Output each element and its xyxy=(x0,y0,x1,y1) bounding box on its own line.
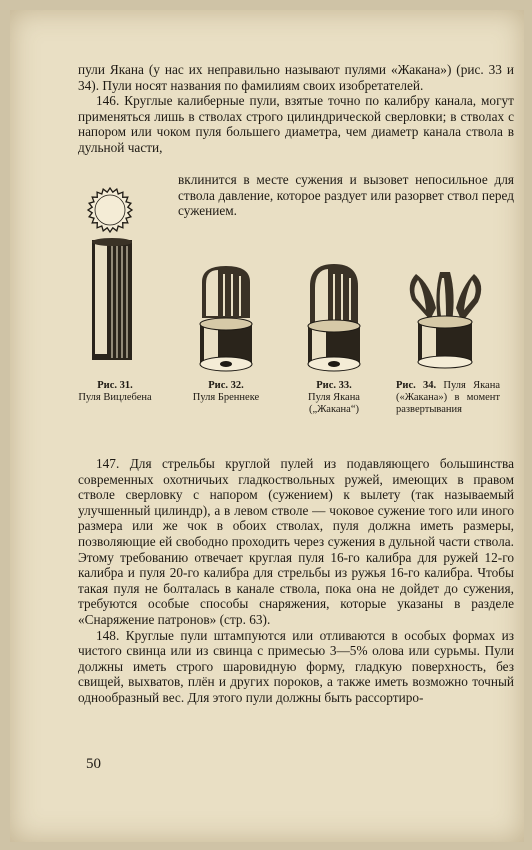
figure-34-number: Рис. 34. xyxy=(396,380,437,391)
figure-34-text: Пуля Якана («Жакана») в момент развертывания xyxy=(396,380,500,415)
figure-32-illustration xyxy=(194,260,258,378)
top-text-block xyxy=(78,62,514,156)
figure-32-number: Рис. 32. xyxy=(208,380,244,391)
figure-32-caption xyxy=(186,380,266,404)
book-page xyxy=(10,10,524,842)
figure-34-illustration xyxy=(402,264,488,376)
figure-33-caption xyxy=(290,380,378,416)
figure-31-caption xyxy=(72,380,158,404)
continuation-paragraph: пули Якана (у нас их неправильно называют пулями «Жакана») (рис. 33 и 34). Пули носят названия по фамилиям своих изобретателей. xyxy=(78,62,514,93)
figure-34-caption xyxy=(396,380,500,416)
figure-33-illustration xyxy=(302,260,366,378)
figure-31-illustration xyxy=(82,186,142,376)
bottom-text-block xyxy=(78,456,514,706)
paragraph-146-start: 146. Круглые калиберные пули, взятые точно по калибру канала, могут применяться лишь в стволах строго цилиндрической сверловки; в стволах с напором или чоком пуля большего диаметра, чем диаметр канала ствола в дульной части, xyxy=(78,93,514,155)
figure-32-text: Пуля Бреннеке xyxy=(192,392,260,403)
page-number: 50 xyxy=(86,756,101,772)
figure-31-number: Рис. 31. xyxy=(97,380,133,391)
paragraph-147: 147. Для стрельбы круглой пулей из подавляющего большинства современных охотничьих гладкоствольных ружей, имеющих в правом стволе сверловку с напором (сужением) к вылету (так называемый улучшенный цилиндр), а в левом стволе — чоковое сужение того или иного размера или же чок в обоих стволах, пуля должна иметь размеры, позволяющие ей свободно проходить через сужения в дульной части ствола. Этому требованию отвечает круглая пуля 16-го калибра для ружей 12-го калибра и пуля 20-го калибра для стрельбы из ружья 16-го калибра. Чтобы такая пуля не болталась в канале ствола, пока она не дойдет до сужения, требуются особые способы снаряжения, которые указаны в разделе «Снаряжение патронов» (стр. 63). xyxy=(78,456,514,627)
figure-31-text: Пуля Вицлебена xyxy=(78,392,152,403)
figure-33-number: Рис. 33. xyxy=(316,380,352,391)
paragraph-148: 148. Круглые пули штампуются или отливаются в особых формах из чистого свинца или из свинца с примесью 3—5% олова или сурьмы. Пули должны иметь строго шаровидную форму, гладкую поверхность, без свищей, выхватов, плён и других пороков, а также иметь возможно точный однообразный вес. Для этого пули должны быть рассортиро- xyxy=(78,627,514,705)
figure-33-text: Пуля Якана („Жакана“) xyxy=(308,392,360,415)
paragraph-146-end: вклинится в месте сужения и вызовет непосильное для ствола давление, которое раздует или разорвет ствол перед сужением. xyxy=(178,172,514,219)
